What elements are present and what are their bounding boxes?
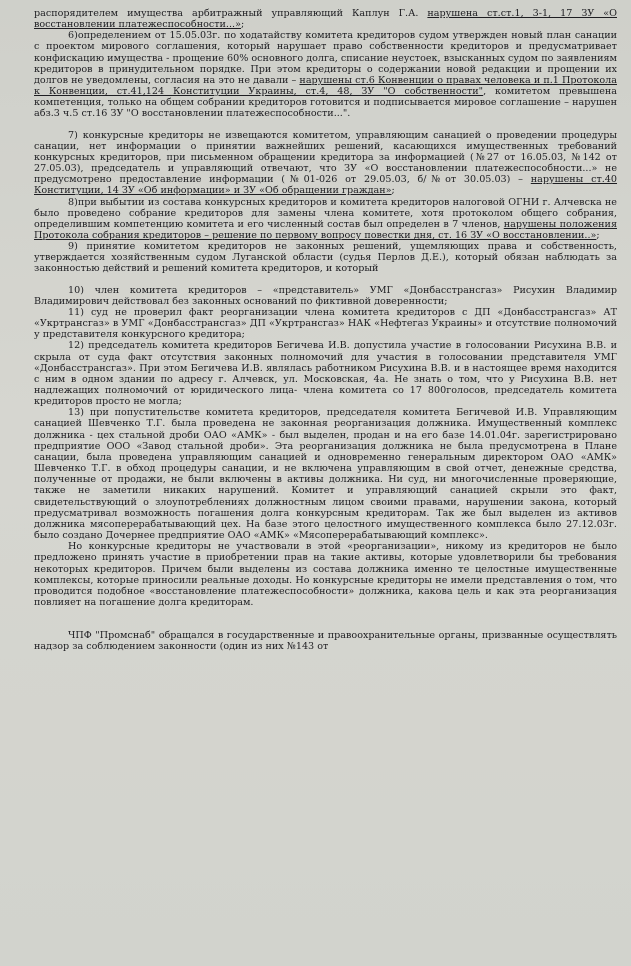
item-13-paragraph — [34, 407, 617, 541]
item-7-paragraph — [34, 130, 617, 197]
text-run: распорядителем имущества арбитражный управляющий Каплун Г.А. — [34, 8, 428, 19]
item-9-paragraph — [34, 241, 617, 274]
text-run: 12) председатель комитета кредиторов Бегичева И.В. допустила участие в голосовании Рисухина В.В. и скрыла от суда факт отсутствия законных полномочий для участия в голосовании представителя УМГ «Донбасстрансгаз». При этом Бегичева И.В. являлась работником Рисухина В.В. и в настоящее время находится с ним в одном здании по адресу г. Алчевск, ул. Московская, 4а. Не знать о том, что у Рисухина В.В. нет надлежащих полномочий от юридического лица- члена комитета со 17 800голосов, председатель комитета кредиторов просто не могла; — [34, 340, 617, 408]
item-12-paragraph — [34, 340, 617, 407]
text-run: ЧПФ "Промснаб" обращался в государственные и правоохранительные органы, призванные осуществлять надзор за соблюдением законности (один из них №143 от — [34, 630, 617, 653]
text-run: 9) принятие комитетом кредиторов не законных решений, ущемляющих права и собственность, утверждается хозяйственным судом Луганской области (судья Перлов Д.Е.), который обязан наблюдать за законностью действий и решений комитета кредиторов, и который — [34, 241, 617, 275]
intro-paragraph — [34, 8, 617, 30]
text-run: Но конкурсные кредиторы не участвовали в этой «реорганизации», никому из кредиторов не было предложено принять участие в приобретении прав на такие активы, которые удовлетворили бы требования некоторых кредиторов. Причем были выделены из состава должника именно те целостные имущественные комплексы, которые приносили реальные доходы. Но конкурсные кредиторы не имели представления о том, что проводится подобное «восстановление платежеспособности» должника, какова цель и как эта реорганизация повлияет на погашение долга кредиторам. — [34, 541, 617, 608]
text-run: ; — [240, 19, 245, 31]
text-run: 13) при попустительстве комитета кредиторов, председателя комитета Бегичевой И.В. Управляющим санацией Шевченко Т.Г. была проведена не законная реорганизация должника. Имущественный комплекс должника - цех стальной дроби ОАО «АМК» - был выделен, продан и на его базе 14.01.04г. зарегистрировано предприятие ООО «Завод стальной дроби». Эта реорганизация должника не была предусмотрена в Плане санации, была проведена управляющим санацией и одновременно генеральным директором ОАО «АМК» Шевченко Т.Г. в обход процедуры санации, и не включена управляющим в свой отчет, денежные средства, полученные от продажи, не были включены в активы должника. Ни суд, ни многочисленные проверяющие, также не заметили никаких нарушений. Комитет и управляющий санацией скрыли это факт, свидетельствующий о злоупотреблениях должностным лицом своими правами, нарушении закона, который предусматривал возможность погашения долга конкурсным кредиторам. Так же был выделен из активов должника мясоперерабатывающий цех. На базе этого целостного имущественного комплекса было 27.12.03г. было создано Дочернее предприятие ОАО «АМК» «Мясоперерабатывающий комплекс». — [34, 407, 617, 542]
text-run: 6)определением от 15.05.03г. по ходатайству комитета кредиторов судом утвержден новый план санации с проектом мирового соглашения, который нарушает право собственности кредиторов и предусматривает конфискацию имущества - прощение 60% основного долга, списание неустоек, взысканных судом по заявлениям кредиторов в принудительном порядке. При этом кредиторы о содержании новой редакции и прощении их долгов не уведомлены, согласия на это не давали – — [34, 30, 617, 86]
item-10-paragraph — [34, 285, 617, 307]
text-run: , комитетом превышена компетенция, только на общем собрании кредиторов готовится и подписывается мировое соглашение – нарушен абз.3 ч.5 ст.16 ЗУ "О восстановлении платежеспособности...". — [34, 86, 617, 120]
text-run: 8)при выбытии из состава конкурсных кредиторов и комитета кредиторов налоговой ОГНИ г. Алчевска не было проведено собрание кредиторов для замены члена комитете, хотя протоколом общего собрания, определившим компетенцию комитета и его численный состав был определен в 7 членов, — [34, 196, 617, 230]
text-run: ; — [391, 185, 395, 197]
item-8-paragraph — [34, 197, 617, 242]
underlined-text: нарушена ст.ст.1, 3-1, 17 ЗУ «О восстановлении платежеспособности...» — [34, 8, 617, 31]
text-run: 11) суд не проверил факт реорганизации члена комитета кредиторов с ДП «Донбасстрансгаз» АТ «Укртрансгаз» в УМГ «Донбасстрансгаз» ДП «Укртрансгаз» НАК «Нефтегаз Украины» и отсутствие полномочий у представителя конкурсного кредитора; — [34, 306, 617, 341]
underlined-text: нарушены положения Протокола собрания кредиторов – решение по первому вопросу повестки дня, ст. 16 ЗУ «О восстановлении..» — [34, 218, 617, 241]
underlined-text: нарушены ст.40 Конституции, 14 ЗУ «Об информации» и ЗУ «Об обращении граждан» — [34, 174, 618, 197]
spacer — [34, 608, 617, 630]
text-run: 7) конкурсные кредиторы не извещаются комитетом, управляющим санацией о проведении процедуры санации, нет информации о принятии важнейших решений, касающихся имущественных требований конкурсных кредиторов, при письменном обращении кредитора за информацией (№27 от 16.05.03, №142 от 27.05.03), председатель и управляющий отвечают, что ЗУ «О восстановлении платежеспособности...» не предусмотрено предоставление информации (№01-026 от 29.05.03, б/№от 30.05.03) – — [34, 129, 617, 186]
spacer — [34, 120, 617, 130]
item-11-paragraph — [34, 307, 617, 340]
item-6-paragraph — [34, 30, 617, 119]
reorganization-paragraph — [34, 541, 617, 608]
text-run: ; — [596, 229, 600, 241]
text-run: 10) член комитета кредиторов – «представитель» УМГ «Донбасстрансгаз» Рисухин Владимир Владимирович действовал без законных оснований по фиктивной доверенности; — [34, 284, 617, 307]
underlined-text: нарушены ст.6 Конвенции о правах человека и п.1 Протокола к Конвенции, ст.41,124 Конституции Украины, ст.4, 48, ЗУ "О собственности" — [34, 74, 617, 98]
closing-paragraph — [34, 630, 617, 652]
spacer — [34, 275, 617, 285]
